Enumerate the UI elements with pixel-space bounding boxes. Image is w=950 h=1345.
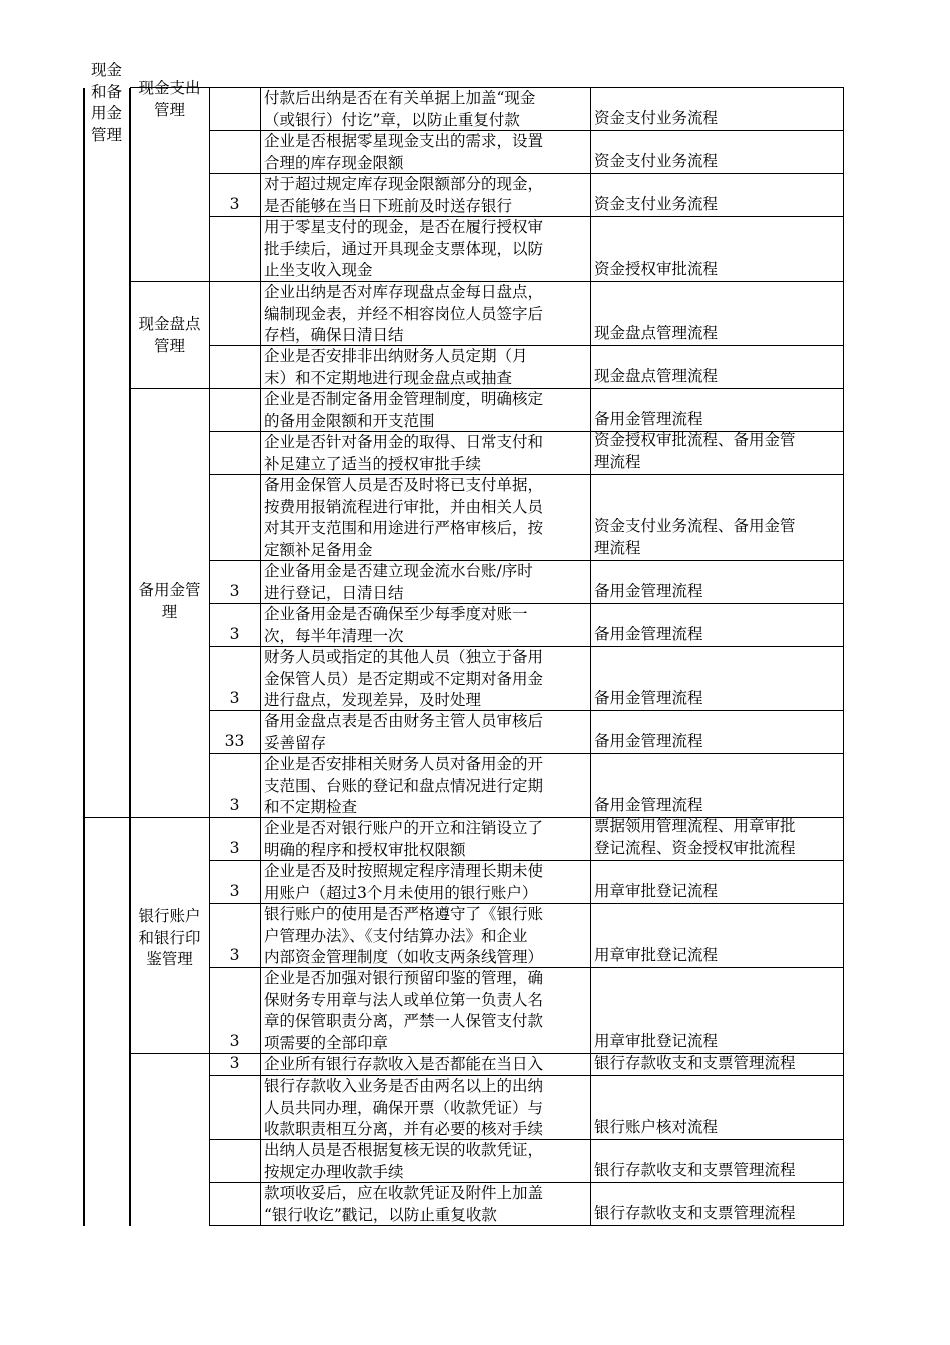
row-process-flow: 备用金管理流程 — [594, 688, 703, 707]
row-score — [209, 345, 260, 388]
row-control-item: 企业是否安排非出纳财务人员定期（月 末）和不定期地进行现金盘点或抽查 — [264, 347, 528, 387]
row-score — [209, 1075, 260, 1139]
row-process-flow: 备用金管理流程 — [594, 731, 703, 750]
row-process-flow: 资金支付业务流程 — [594, 151, 719, 170]
column-border — [83, 88, 85, 1226]
group-border — [130, 281, 209, 282]
subcategory-cash-expenditure: 现金支出 管理 — [138, 79, 201, 119]
row-score — [209, 1182, 260, 1225]
column-border — [843, 87, 844, 1226]
group-border — [130, 1053, 209, 1054]
group-border — [130, 817, 209, 818]
row-score: 3 — [229, 838, 240, 857]
row-process-flow: 银行存款收支和支票管理流程 — [594, 1053, 796, 1072]
row-control-item: 企业是否制定备用金管理制度，明确核定 的备用金限额和开支范围 — [264, 390, 544, 430]
row-score: 33 — [224, 731, 245, 750]
row-control-item: 企业是否针对备用金的取得、日常支付和 补足建立了适当的授权审批手续 — [264, 433, 544, 473]
row-control-item: 备用金盘点表是否由财务主管人员审核后 妥善留存 — [264, 712, 544, 752]
row-score: 3 — [229, 688, 240, 707]
row-control-item: 企业出纳是否对库存现盘点金每日盘点， 编制现金表，并经不相容岗位人员签字后 存档，确保日清日结 — [264, 283, 544, 344]
row-process-flow: 资金支付业务流程 — [594, 108, 719, 127]
row-score — [209, 431, 260, 474]
row-process-flow: 备用金管理流程 — [594, 624, 703, 643]
column-border — [129, 88, 131, 1226]
row-process-flow: 银行存款收支和支票管理流程 — [594, 1203, 796, 1222]
row-process-flow: 备用金管理流程 — [594, 409, 703, 428]
row-score — [209, 281, 260, 345]
row-process-flow: 票据领用管理流程、用章审批 登记流程、资金授权审批流程 — [594, 817, 796, 857]
row-score — [209, 1139, 260, 1182]
row-process-flow: 资金授权审批流程 — [594, 259, 719, 278]
row-process-flow: 银行账户核对流程 — [594, 1117, 719, 1136]
row-control-item: 对于超过规定库存现金限额部分的现金， 是否能够在当日下班前及时送存银行 — [264, 175, 544, 215]
row-process-flow: 用章审批登记流程 — [594, 881, 719, 900]
row-process-flow: 用章审批登记流程 — [594, 945, 719, 964]
row-score: 3 — [229, 581, 240, 600]
row-process-flow: 资金支付业务流程 — [594, 194, 719, 213]
row-process-flow: 资金授权审批流程、备用金管 理流程 — [594, 431, 796, 471]
row-process-flow: 资金支付业务流程、备用金管 理流程 — [594, 517, 796, 557]
row-control-item: 用于零星支付的现金，是否在履行授权审 批手续后，通过开具现金支票体现，以防 止坐支收入现金 — [264, 218, 544, 279]
row-score — [209, 474, 260, 560]
row-score: 3 — [229, 624, 240, 643]
row-score: 3 — [229, 795, 240, 814]
row-control-item: 企业是否及时按照规定程序清理长期未使 用账户（超过3个月未使用的银行账户） — [264, 862, 544, 902]
row-score — [209, 388, 260, 431]
row-score: 3 — [229, 945, 240, 964]
row-process-flow: 备用金管理流程 — [594, 581, 703, 600]
row-score: 3 — [229, 1053, 240, 1072]
row-control-item: 银行存款收入业务是否由两名以上的出纳 人员共同办理，确保开票（收款凭证）与 收款职责相互分离，并有必要的核对手续 — [264, 1077, 544, 1138]
row-control-item: 银行账户的使用是否严格遵守了《银行账 户管理办法》、《支付结算办法》和企业 内部资金管理制度（如收支两条线管理） — [264, 905, 544, 966]
row-score: 3 — [229, 194, 240, 213]
group-border — [130, 388, 209, 389]
row-control-item: 企业备用金是否建立现金流水台账/序时 进行登记，日清日结 — [264, 562, 533, 602]
row-control-item: 出纳人员是否根据复核无误的收款凭证， 按规定办理收款手续 — [264, 1141, 544, 1181]
subcategory-bank-account-and-seal: 银行账户 和银行印 鉴管理 — [138, 907, 201, 968]
row-control-item: 款项收妥后，应在收款凭证及附件上加盖 “银行收讫”戳记，以防止重复收款 — [264, 1184, 544, 1224]
row-process-flow: 现金盘点管理流程 — [594, 323, 719, 342]
row-process-flow: 现金盘点管理流程 — [594, 366, 719, 385]
row-control-item: 企业是否安排相关财务人员对备用金的开 支范围、台账的登记和盘点情况进行定期 和不定期检查 — [264, 755, 544, 816]
row-control-item: 企业是否加强对银行预留印鉴的管理，确 保财务专用章与法人或单位第一负责人名 章的保管职责分离，严禁一人保管支付款 项需要的全部印章 — [264, 969, 544, 1052]
row-score — [209, 130, 260, 173]
row-control-item: 企业备用金是否确保至少每季度对账一 次，每半年清理一次 — [264, 605, 528, 645]
subcategory-petty-cash: 备用金管 理 — [138, 581, 201, 621]
row-control-item: 付款后出纳是否在有关单据上加盖“现金 （或银行）付讫”章，以防止重复付款 — [264, 89, 536, 129]
category-border — [84, 817, 130, 818]
category-cash-and-petty-cash: 现金 和备 用金 管理 — [90, 61, 122, 144]
row-score: 3 — [229, 1031, 240, 1050]
row-score — [209, 87, 260, 130]
row-control-item: 财务人员或指定的其他人员（独立于备用 金保管人员）是否定期或不定期对备用金 进行盘点，发现差异，及时处理 — [264, 648, 544, 709]
row-control-item: 企业所有银行存款收入是否都能在当日入 — [264, 1055, 544, 1073]
subcategory-cash-count: 现金盘点 管理 — [138, 315, 201, 355]
row-control-item: 企业是否根据零星现金支出的需求，设置 合理的库存现金限额 — [264, 132, 544, 172]
row-process-flow: 用章审批登记流程 — [594, 1031, 719, 1050]
row-score — [209, 216, 260, 281]
row-control-item: 备用金保管人员是否及时将已支付单据， 按费用报销流程进行审批，并由相关人员 对其开支范围和用途进行严格审核后，按 定额补足备用金 — [264, 476, 544, 559]
row-control-item: 企业是否对银行账户的开立和注销设立了 明确的程序和授权审批权限额 — [264, 819, 544, 859]
row-score: 3 — [229, 881, 240, 900]
row-process-flow: 银行存款收支和支票管理流程 — [594, 1160, 796, 1179]
row-process-flow: 备用金管理流程 — [594, 795, 703, 814]
